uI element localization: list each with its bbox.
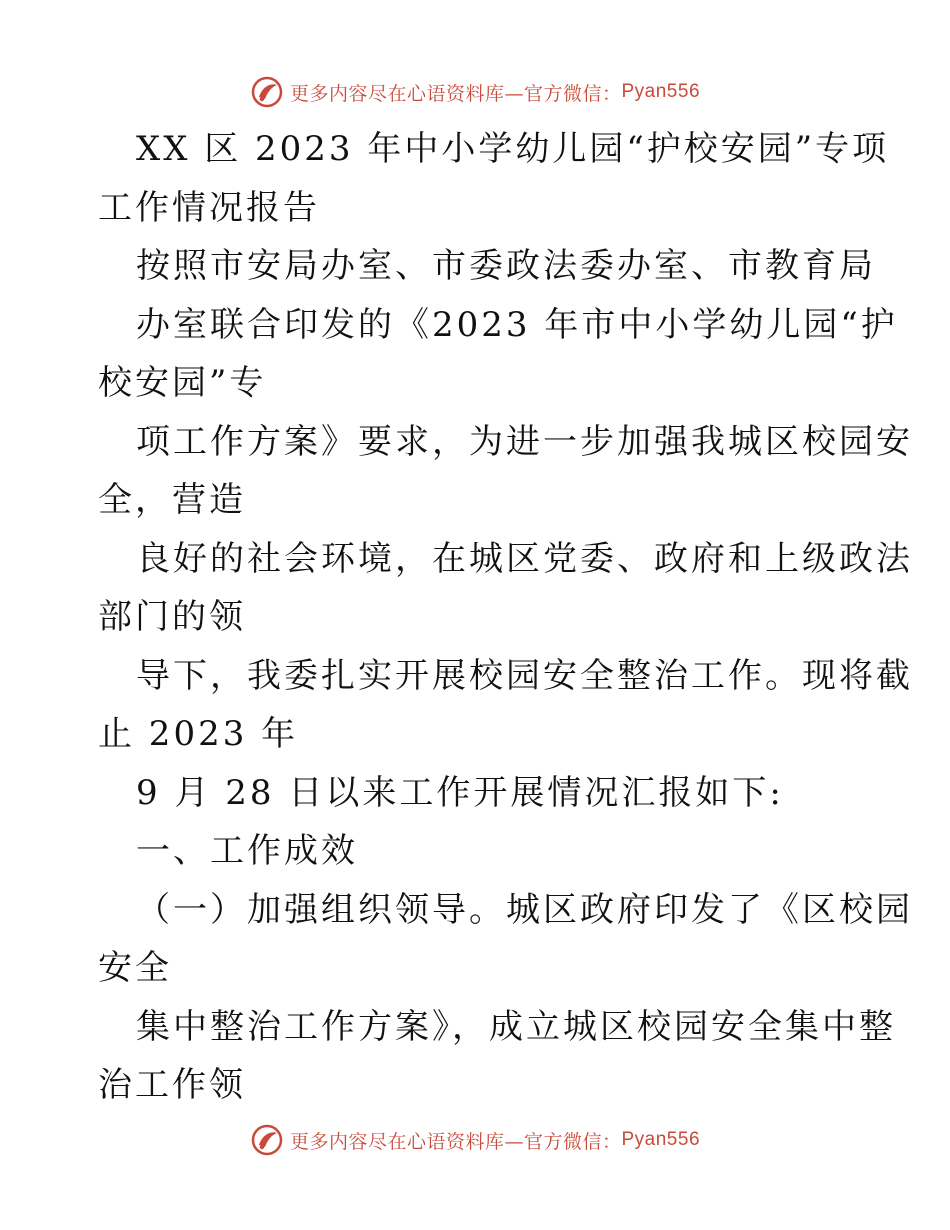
watermark-wechat-id: Pyan556 [621, 1129, 701, 1150]
document-line: 办室联合印发的《2023 年市中小学幼儿园“护 [136, 304, 898, 345]
document-body [98, 120, 913, 1115]
document-line: 项工作方案》要求，为进一步加强我城区校园安 [136, 421, 913, 462]
watermark-wechat-id: Pyan556 [621, 81, 701, 102]
document-line: 工作情况报告 [98, 187, 320, 228]
watermark-text: 更多内容尽在心语资料库—官方微信： [289, 82, 622, 105]
document-line: 治工作领 [98, 1065, 246, 1105]
document-line: 导下，我委扎实开展校园安全整治工作。现将截 [136, 655, 913, 696]
document-line: 9 月 28 日以来工作开展情况汇报如下: [136, 772, 784, 813]
document-line: 安全 [98, 948, 172, 988]
footer-watermark [0, 1120, 950, 1160]
brand-logo-icon [250, 1123, 284, 1157]
brand-logo-icon [250, 75, 284, 109]
document-line: XX 区 2023 年中小学幼儿园“护校安园”专项 [136, 129, 890, 169]
document-line: 校安园”专 [98, 363, 267, 403]
document-line: 一、工作成效 [136, 831, 358, 871]
document-line: 良好的社会环境，在城区党委、政府和上级政法 [136, 538, 913, 579]
header-watermark [0, 72, 950, 112]
document-line: 按照市安局办室、市委政法委办室、市教育局 [136, 246, 876, 286]
document-line: 全，营造 [98, 480, 246, 520]
document-line: 部门的领 [98, 597, 246, 637]
document-line: 止 2023 年 [98, 714, 299, 754]
document-line: （一）加强组织领导。城区政府印发了《区校园 [136, 889, 913, 930]
watermark-text: 更多内容尽在心语资料库—官方微信： [289, 1130, 622, 1153]
document-line: 集中整治工作方案》，成立城区校园安全集中整 [136, 1006, 896, 1047]
